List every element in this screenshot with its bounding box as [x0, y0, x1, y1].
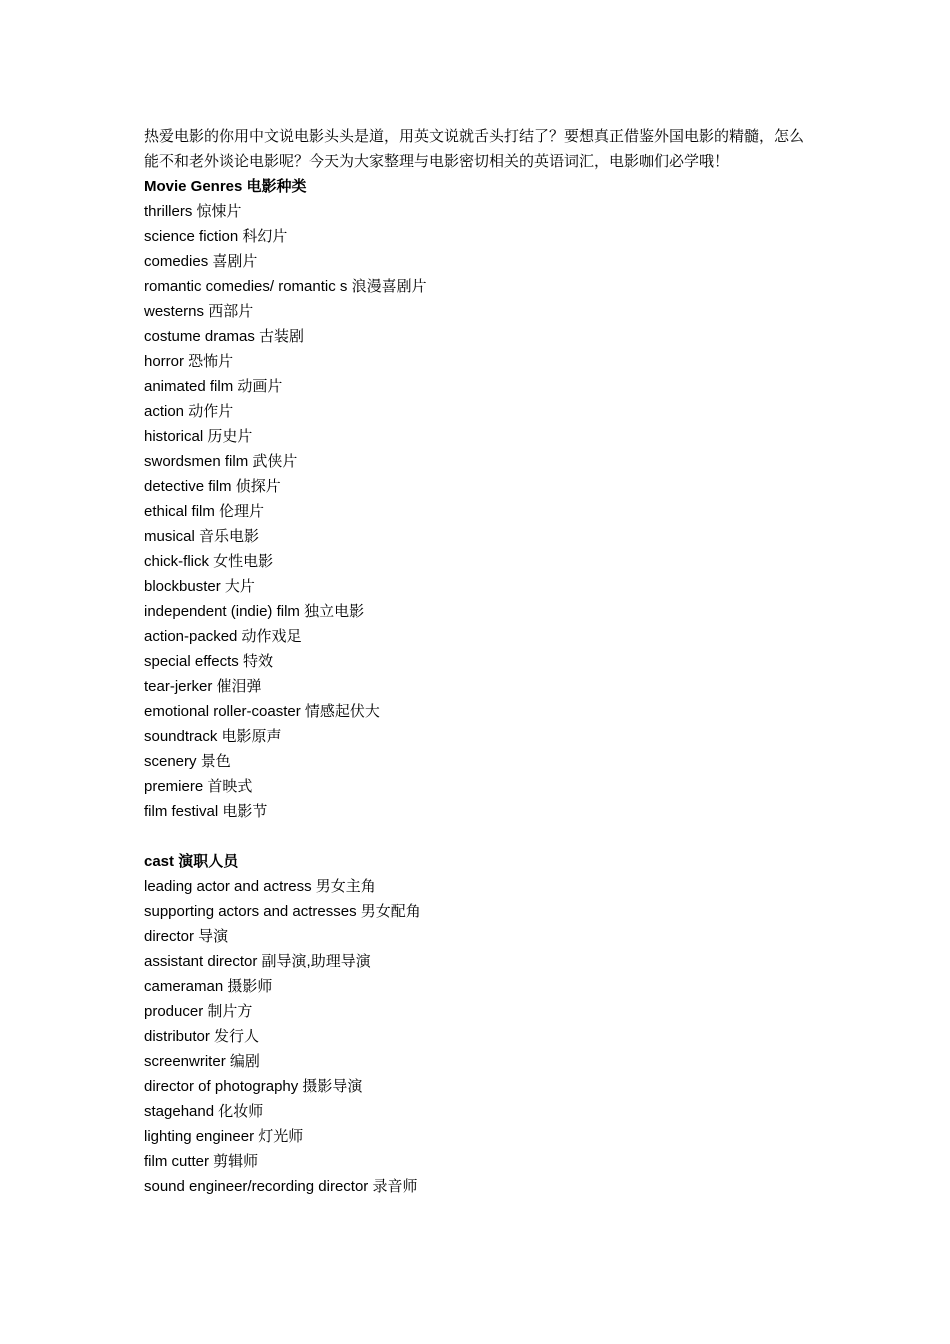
list-item: scenery 景色 [144, 753, 231, 770]
document-page [144, 124, 814, 1199]
list-item: lighting engineer 灯光师 [144, 1128, 304, 1145]
list-item: assistant director 副导演,助理导演 [144, 953, 371, 970]
list-item: thrillers 惊悚片 [144, 203, 242, 220]
list-item: blockbuster 大片 [144, 578, 255, 595]
list-item: independent (indie) film 独立电影 [144, 603, 365, 620]
list-item: producer 制片方 [144, 1003, 253, 1020]
list-item: cameraman 摄影师 [144, 978, 273, 995]
list-item: romantic comedies/ romantic s 浪漫喜剧片 [144, 278, 427, 295]
list-item: distributor 发行人 [144, 1028, 260, 1045]
list-item: director 导演 [144, 928, 229, 945]
list-item: stagehand 化妆师 [144, 1103, 264, 1120]
list-item: director of photography 摄影导演 [144, 1078, 363, 1095]
list-item: action-packed 动作戏足 [144, 628, 302, 645]
list-item: leading actor and actress 男女主角 [144, 878, 376, 895]
list-item: comedies 喜剧片 [144, 253, 258, 270]
list-item: animated film 动画片 [144, 378, 283, 395]
genres-heading: Movie Genres 电影种类 [144, 178, 307, 195]
list-item: ethical film 伦理片 [144, 503, 265, 520]
list-item: emotional roller-coaster 情感起伏大 [144, 703, 380, 720]
list-item: costume dramas 古装剧 [144, 328, 305, 345]
list-item: musical 音乐电影 [144, 528, 260, 545]
list-item: screenwriter 编剧 [144, 1053, 260, 1070]
list-item: action 动作片 [144, 403, 234, 420]
cast-heading: cast 演职人员 [144, 853, 239, 870]
list-item: science fiction 科幻片 [144, 228, 288, 245]
list-item: horror 恐怖片 [144, 353, 234, 370]
list-item: sound engineer/recording director 录音师 [144, 1178, 418, 1195]
list-item: premiere 首映式 [144, 778, 253, 795]
list-item: detective film 侦探片 [144, 478, 281, 495]
list-item: special effects 特效 [144, 653, 273, 670]
list-item: westerns 西部片 [144, 303, 254, 320]
cast-list [144, 874, 814, 1199]
list-item: swordsmen film 武侠片 [144, 453, 298, 470]
list-item: film cutter 剪辑师 [144, 1153, 259, 1170]
list-item: chick-flick 女性电影 [144, 553, 274, 570]
list-item: soundtrack 电影原声 [144, 728, 282, 745]
list-item: tear-jerker 催泪弹 [144, 678, 262, 695]
genres-list [144, 199, 814, 824]
paragraph-spacer [144, 824, 814, 849]
list-item: film festival 电影节 [144, 803, 268, 820]
intro-paragraph: 热爱电影的你用中文说电影头头是道，用英文说就舌头打结了？要想真正借鉴外国电影的精髓，怎么能不和老外谈论电影呢？今天为大家整理与电影密切相关的英语词汇，电影咖们必学哦！ [144, 127, 805, 170]
list-item: historical 历史片 [144, 428, 253, 445]
list-item: supporting actors and actresses 男女配角 [144, 903, 421, 920]
